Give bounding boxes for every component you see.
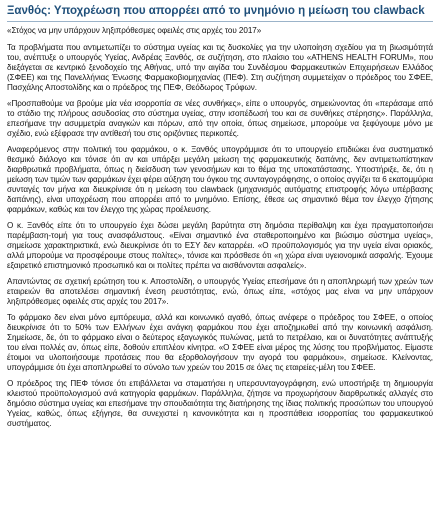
- article-paragraph: Τα προβλήματα που αντιμετωπίζει το σύστημα υγείας και τις δυσκολίες για την υλοποίηση σχεδίου για τη βιωσιμότητά του, ανέπτυξε ο υπουργός Υγείας, Ανδρέας Ξανθός, σε συζήτηση, στο πλαίσιο του «ATHENS HEALTH FORUM», που διεξάγεται σε κεντρικό ξενοδοχείο της Αθήνας, υπό την αιγίδα του Συνδέσμου Φαρμακευτικών Επιχειρήσεων Ελλάδος (ΣΦΕΕ) και της Πανελλήνιας Ένωσης Φαρμακοβιομηχανίας (ΠΕΦ). Στη συζήτηση συμμετείχαν ο πρόεδρος του ΣΦΕΕ, Πασχάλης Αποστολίδης και ο πρόεδρος της ΠΕΦ, Θεόδωρος Τρύφων.: [7, 43, 433, 92]
- article-title: Ξανθός: Υποχρέωση που απορρέει από το μνημόνιο η μείωση του clawback: [7, 4, 433, 22]
- article-paragraph: Το φάρμακο δεν είναι μόνο εμπόρευμα, αλλά και κοινωνικό αγαθό, όπως ανέφερε ο πρόεδρος του ΣΦΕΕ, ο οποίος διευκρίνισε ότι το 50% των Ελλήνων έχει ανάγκη φαρμάκου που έχει αποζημιωθεί από την κοινωνική ασφάλιση. Σημείωσε, δε, ότι το φάρμακο είναι ο δεύτερος εξαγωγικός πυλώνας, μετά το πετρέλαιο, και οι δυνατότητες ανάπτυξής του είναι πολλές αν, όπως είπε, δοθούν επιπλέον κίνητρα. «Ο ΣΦΕΕ είναι μέρος της λύσης του προβλήματος. Είμαστε έτοιμοι να υλοποιήσουμε προτάσεις που θα εξορθολογήσουν την αγορά του φαρμάκου», σημείωσε. Κλείνοντας, υπογράμμισε ότι έχει αποπληρωθεί το σύνολο των χρεών του 2015 σε όλες τις εταιρείες-μέλη του ΣΦΕΕ.: [7, 313, 433, 372]
- article-lead-quote: «Στόχος να μην υπάρχουν ληξιπρόθεσμες οφειλές στις αρχές του 2017»: [7, 26, 262, 35]
- article-paragraph: Ο πρόεδρος της ΠΕΦ τόνισε ότι επιβάλλεται να σταματήσει η υπερσυνταγογράφηση, ενώ υποστήριξε τη δημιουργία κλειστού προϋπολογισμού ανά κατηγορία φαρμάκων. Παράλληλα, ζήτησε να προχωρήσουν διαρθρωτικές αλλαγές στο δημόσιο σύστημα υγείας και επεσήμανε την σπουδαιότητα της διατήρησης της ίδιας πολιτικής προσώπων του υπουργού Υγείας, καθώς, όπως εξήγησε, θα συνεχιστεί η κανονικότητα και η προσπάθεια ισορροπίας του φαρμακευτικού συστήματος.: [7, 379, 433, 428]
- article-paragraph: Απαντώντας σε σχετική ερώτηση του κ. Αποστολίδη, ο υπουργός Υγείας επεσήμανε ότι η αποπληρωμή των χρεών των εταιρειών θα αποτελέσει σημαντική ένεση ρευστότητας, ενώ, όπως είπε, «στόχος μας είναι να μην υπάρχουν ληξιπρόθεσμες οφειλές στις αρχές του 2017».: [7, 277, 433, 306]
- article-paragraph: Ο κ. Ξανθός είπε ότι το υπουργείο έχει δώσει μεγάλη βαρύτητα στη δημόσια περίθαλψη και έχει πραγματοποιήσει παρέμβαση-τομή για τους ανασφάλιστους. «Είναι σημαντικό ένα σταθεροποιημένο και βιώσιμο σύστημα υγείας», σημείωσε χαρακτηριστικά, ενώ διευκρίνισε ότι το ΕΣΥ δεν καταρρέει. «Ο προϋπολογισμός για την υγεία είναι οριακός, αλλά μπορούμε να προσφέρουμε στους πολίτες», τόνισε και πρόσθεσε ότι «η χώρα είναι υγειονομικά ασφαλής. Έχουμε εξαιρετικό επιστημονικό προσωπικό και οι πολίτες πρέπει να αισθάνονται ασφαλείς».: [7, 221, 433, 270]
- article-paragraph: «Προσπαθούμε να βρούμε μία νέα ισορροπία σε νέες συνθήκες», είπε ο υπουργός, σημειώνοντας ότι «περάσαμε από το στάδιο της πλήρους ασυδοσίας στο σύστημα υγείας, στην ισοπέδωσή του και σε συνθήκες στέρησης». Παράλληλα, επεσήμανε την ασυμμετρία αναγκών και πόρων, από την οποία, όπως σημείωσε, μπορούμε να ξεφύγουμε μόνο με σχέδιο, ενώ εξέφρασε την αντίθεσή του στις οριζόντιες περικοπές.: [7, 99, 433, 138]
- article-paragraph: Αναφερόμενος στην πολιτική του φαρμάκου, ο κ. Ξανθός υπογράμμισε ότι το υπουργείο επιδιώκει ένα συστηματικό θεσμικό διάλογο και τόνισε ότι αν και υπάρξει μεγάλη μείωση της φαρμακευτικής δαπάνης, δεν αντιμετωπίστηκαν διαρθρωτικά προβλήματα, όπως η διείσδυση των γενοσήμων και το θέμα της υποκατάστασης. Υποστήριξε, δε, ότι η μείωση των τιμών των φαρμάκων έχει φέρει αύξηση του όγκου της συνταγογράφησης, ο οποίος αγγίζει τα 6 εκατομμύρια συνταγές τον μήνα και διευκρίνισε ότι η μείωση του clawback (μηχανισμός αυτόματης επιστροφής λόγω υπέρβασης δαπάνης), είναι υποχρέωση που απορρέει από το μνημόνιο. Επίσης, έθεσε ως σημαντικό θέμα τον έλεγχο ζήτησης φαρμάκων, καθώς και τον έλεγχο της χώρας προέλευσης.: [7, 145, 433, 214]
